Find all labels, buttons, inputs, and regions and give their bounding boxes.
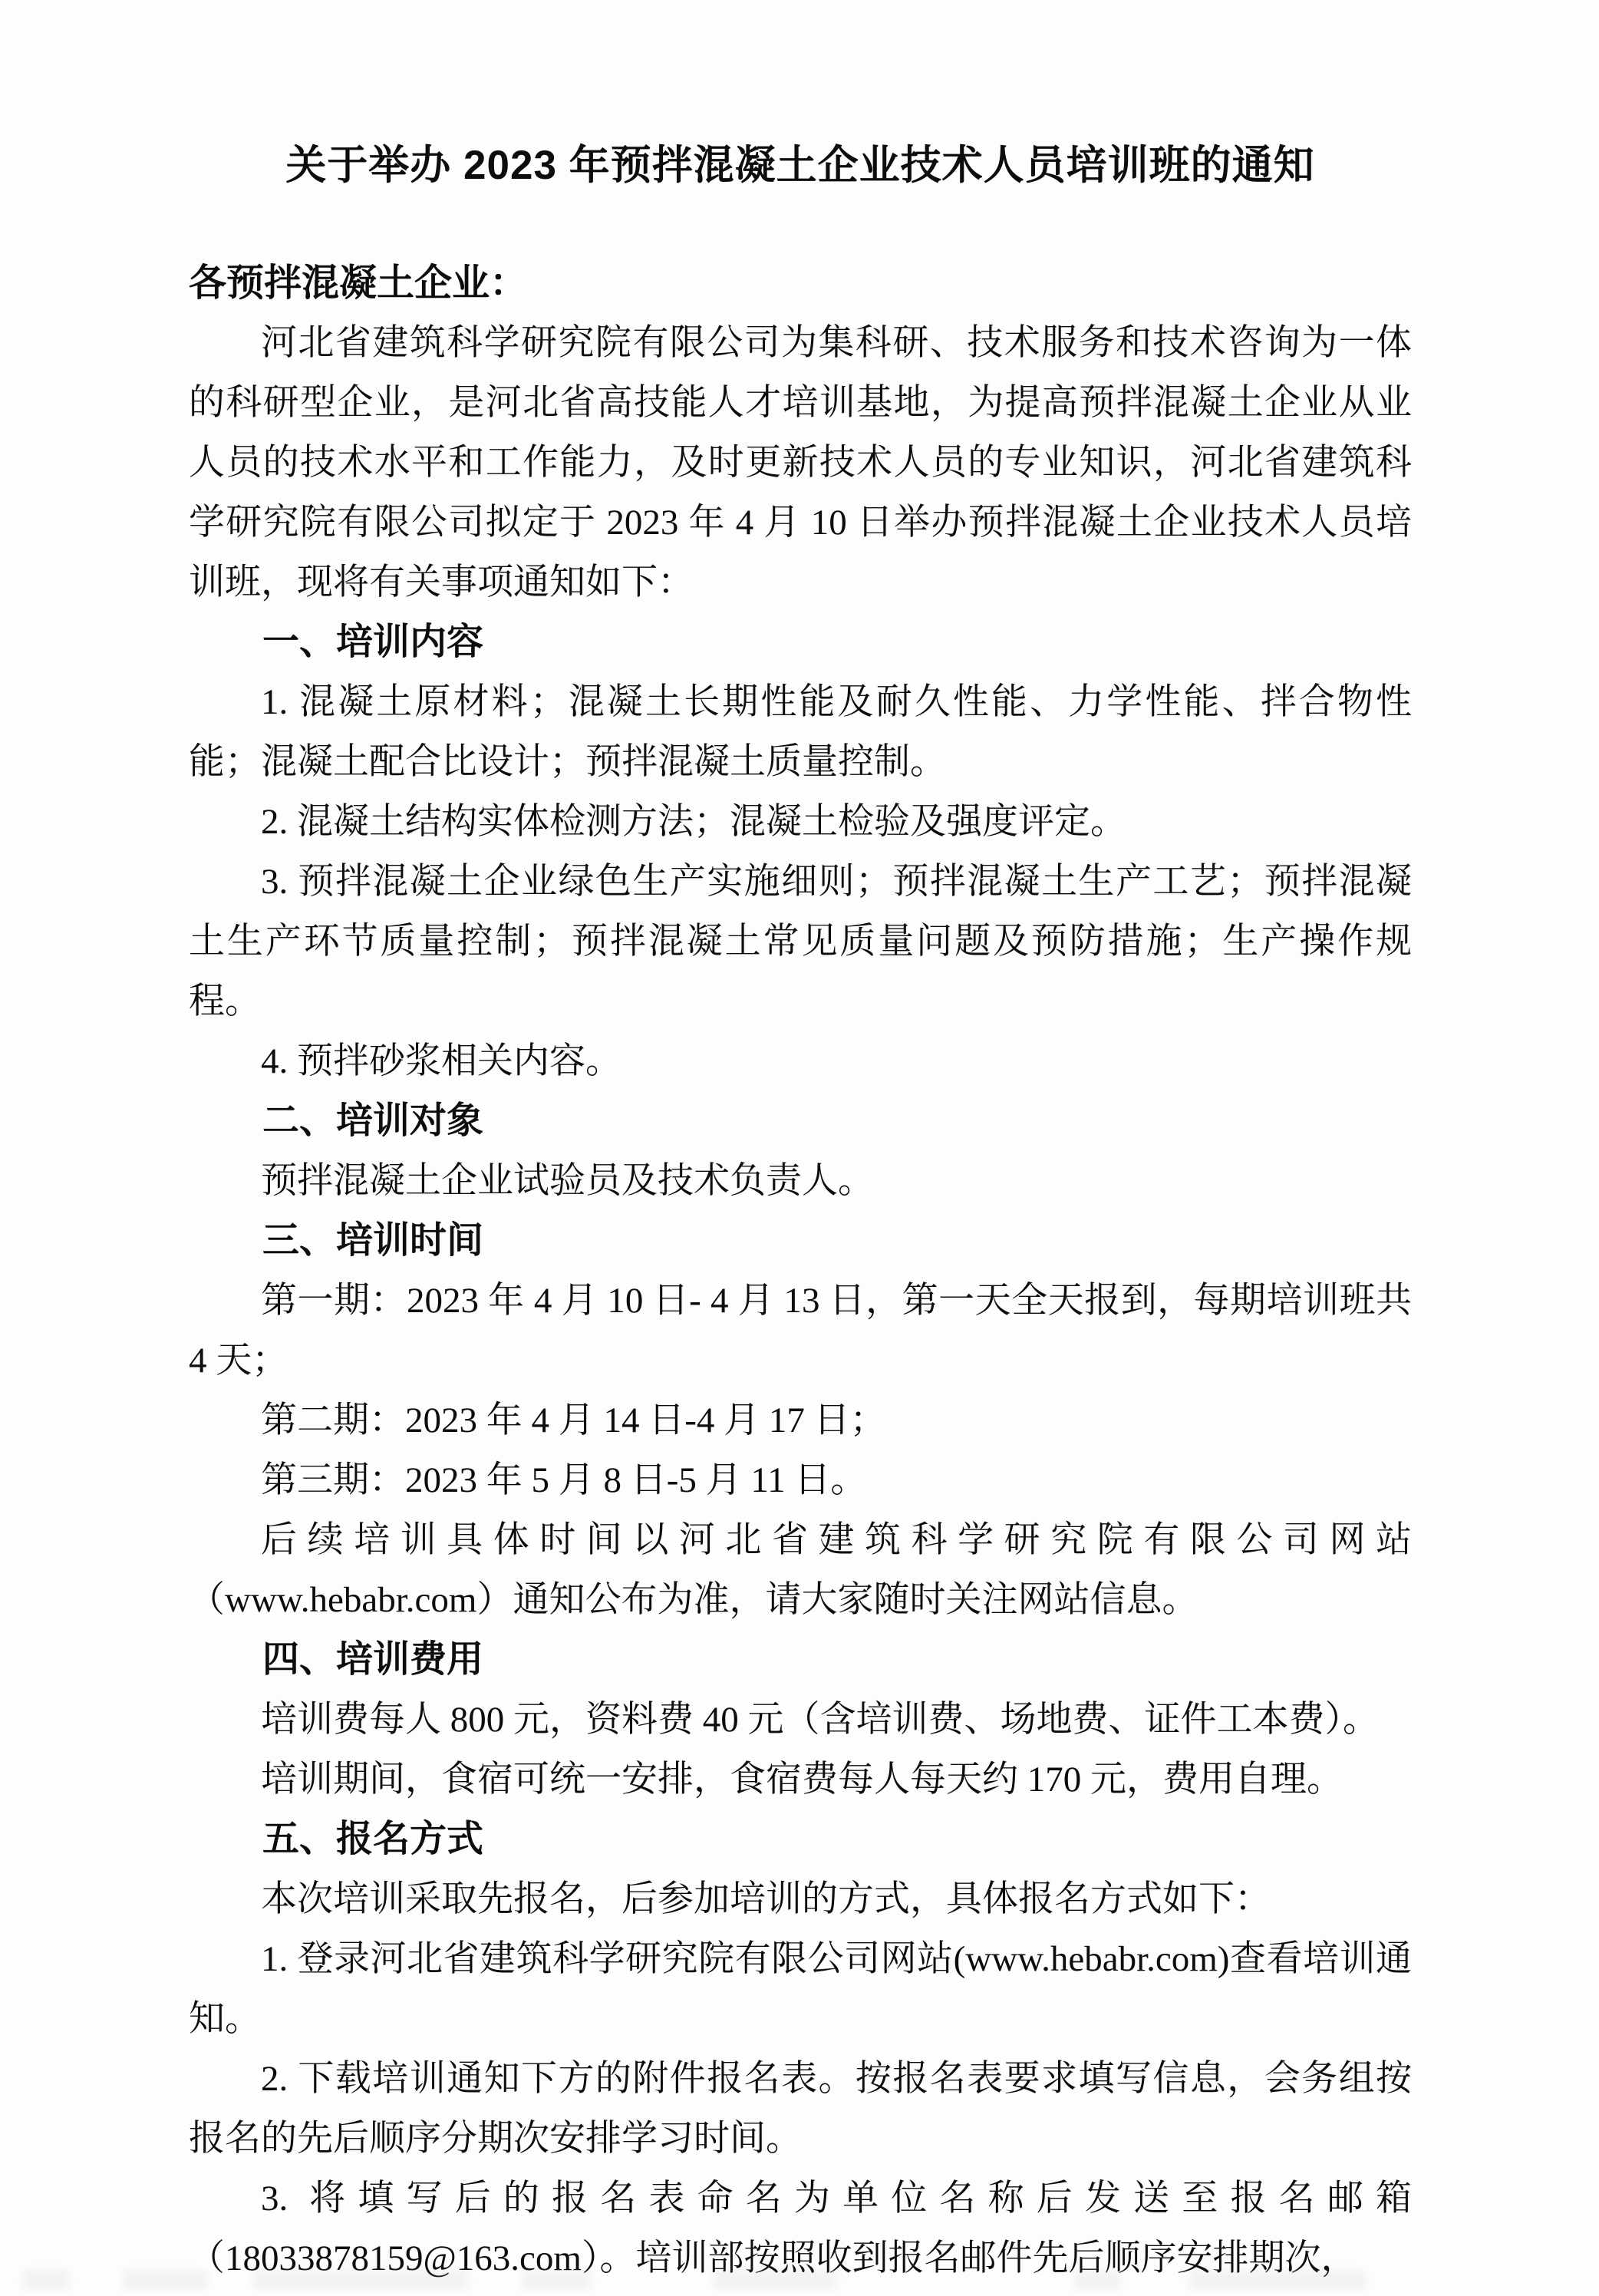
- body-paragraph: 4. 预拌砂浆相关内容。: [261, 1041, 621, 1081]
- scan-artifact: [23, 2270, 69, 2290]
- body-paragraph: 本次培训采取先报名，后参加培训的方式，具体报名方式如下：: [261, 1879, 1271, 1919]
- section-heading: 一、培训内容: [262, 622, 484, 662]
- body-paragraph: 预拌混凝土企业试验员及技术负责人。: [261, 1161, 874, 1201]
- body-paragraph: 2. 混凝土结构实体检测方法；混凝土检验及强度评定。: [261, 802, 1126, 842]
- body-paragraph: 第二期：2023 年 4 月 14 日-4 月 17 日；: [261, 1400, 886, 1440]
- body-paragraph: 1. 混凝土原材料；混凝土长期性能及耐久性能、力学性能、拌合物性能；混凝土配合比设计；预拌混凝土质量控制。: [189, 682, 1412, 782]
- body-paragraph: 后续培训具体时间以河北省建筑科学研究院有限公司网站（www.hebabr.com）通知公布为准，请大家随时关注网站信息。: [189, 1520, 1412, 1620]
- section-heading: 二、培训对象: [262, 1100, 484, 1141]
- body-paragraph: 培训费每人 800 元，资料费 40 元（含培训费、场地费、证件工本费）。: [261, 1700, 1379, 1740]
- body-paragraph: 2. 下载培训通知下方的附件报名表。按报名表要求填写信息，会务组按报名的先后顺序分期次安排学习时间。: [189, 2059, 1412, 2159]
- page-title: 关于举办 2023 年预拌混凝土企业技术人员培训班的通知: [285, 143, 1315, 188]
- body-paragraph: 培训期间，食宿可统一安排，食宿费每人每天约 170 元，费用自理。: [261, 1760, 1343, 1800]
- document-body: [189, 253, 1412, 2288]
- body-paragraph: 第三期：2023 年 5 月 8 日-5 月 11 日。: [261, 1460, 867, 1500]
- section-heading: 五、报名方式: [262, 1819, 484, 1859]
- section-heading: 三、培训时间: [262, 1220, 484, 1261]
- body-paragraph: 第一期：2023 年 4 月 10 日- 4 月 13 日，第一天全天报到，每期培训班共 4 天；: [189, 1281, 1412, 1381]
- section-heading: 四、培训费用: [262, 1639, 484, 1680]
- notice-document: [189, 130, 1412, 2288]
- salutation: 各预拌混凝土企业：: [189, 262, 528, 304]
- body-paragraph: 河北省建筑科学研究院有限公司为集科研、技术服务和技术咨询为一体的科研型企业，是河北省高技能人才培训基地，为提高预拌混凝土企业从业人员的技术水平和工作能力，及时更新技术人员的专业知识，河北省建筑科学研究院有限公司拟定于 2023 年 4 月 10 日举办预拌混凝土企业技术人员培训班，现将有关事项通知如下：: [189, 323, 1412, 602]
- body-paragraph: 3. 将填写后的报名表命名为单位名称后发送至报名邮箱（18033878159@163.com）。培训部按照收到报名邮件先后顺序安排期次，: [189, 2179, 1412, 2278]
- body-paragraph: 1. 登录河北省建筑科学研究院有限公司网站(www.hebabr.com)查看培训通知。: [189, 1939, 1412, 2039]
- body-paragraph: 3. 预拌混凝土企业绿色生产实施细则；预拌混凝土生产工艺；预拌混凝土生产环节质量控制；预拌混凝土常见质量问题及预防措施；生产操作规程。: [189, 862, 1412, 1021]
